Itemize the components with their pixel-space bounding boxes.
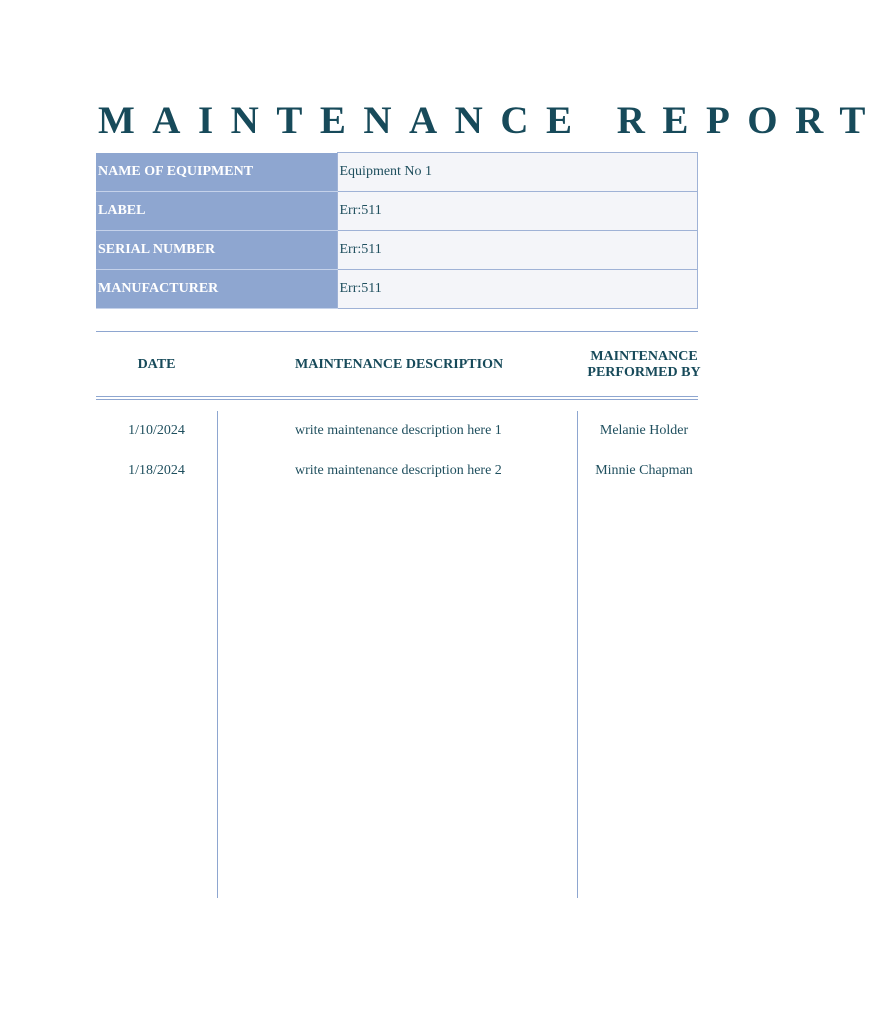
info-row-name bbox=[96, 153, 698, 192]
log-header-bottom-rule bbox=[96, 396, 698, 400]
row-description[interactable]: write maintenance description here 2 bbox=[295, 463, 502, 478]
info-value[interactable]: Err:511 bbox=[337, 270, 698, 309]
table-row bbox=[0, 421, 698, 441]
report-title: MAINTENANCE REPORT bbox=[98, 99, 883, 142]
row-performed-by[interactable]: Minnie Chapman bbox=[595, 463, 693, 478]
header-performed-by-line2: PERFORMED BY bbox=[587, 365, 701, 380]
info-value[interactable]: Err:511 bbox=[337, 192, 698, 231]
info-label: NAME OF EQUIPMENT bbox=[96, 153, 337, 192]
info-value[interactable]: Equipment No 1 bbox=[337, 153, 698, 192]
info-label: MANUFACTURER bbox=[96, 270, 337, 309]
row-date[interactable]: 1/18/2024 bbox=[128, 463, 185, 478]
table-row bbox=[0, 461, 698, 481]
header-date: DATE bbox=[137, 357, 176, 372]
info-value[interactable]: Err:511 bbox=[337, 231, 698, 270]
header-performed-by-line1: MAINTENANCE bbox=[590, 349, 698, 364]
info-row-manufacturer bbox=[96, 270, 698, 309]
info-row-serial bbox=[96, 231, 698, 270]
row-date[interactable]: 1/10/2024 bbox=[128, 423, 185, 438]
info-label: SERIAL NUMBER bbox=[96, 231, 337, 270]
header-performed-by bbox=[578, 349, 710, 381]
log-header-top-rule bbox=[96, 331, 698, 332]
header-description: MAINTENANCE DESCRIPTION bbox=[295, 357, 504, 372]
equipment-info-table bbox=[96, 152, 698, 309]
info-row-label bbox=[96, 192, 698, 231]
column-divider-description bbox=[577, 411, 578, 898]
row-description[interactable]: write maintenance description here 1 bbox=[295, 423, 502, 438]
row-performed-by[interactable]: Melanie Holder bbox=[599, 423, 689, 438]
column-divider-date bbox=[217, 411, 218, 898]
info-label: LABEL bbox=[96, 192, 337, 231]
